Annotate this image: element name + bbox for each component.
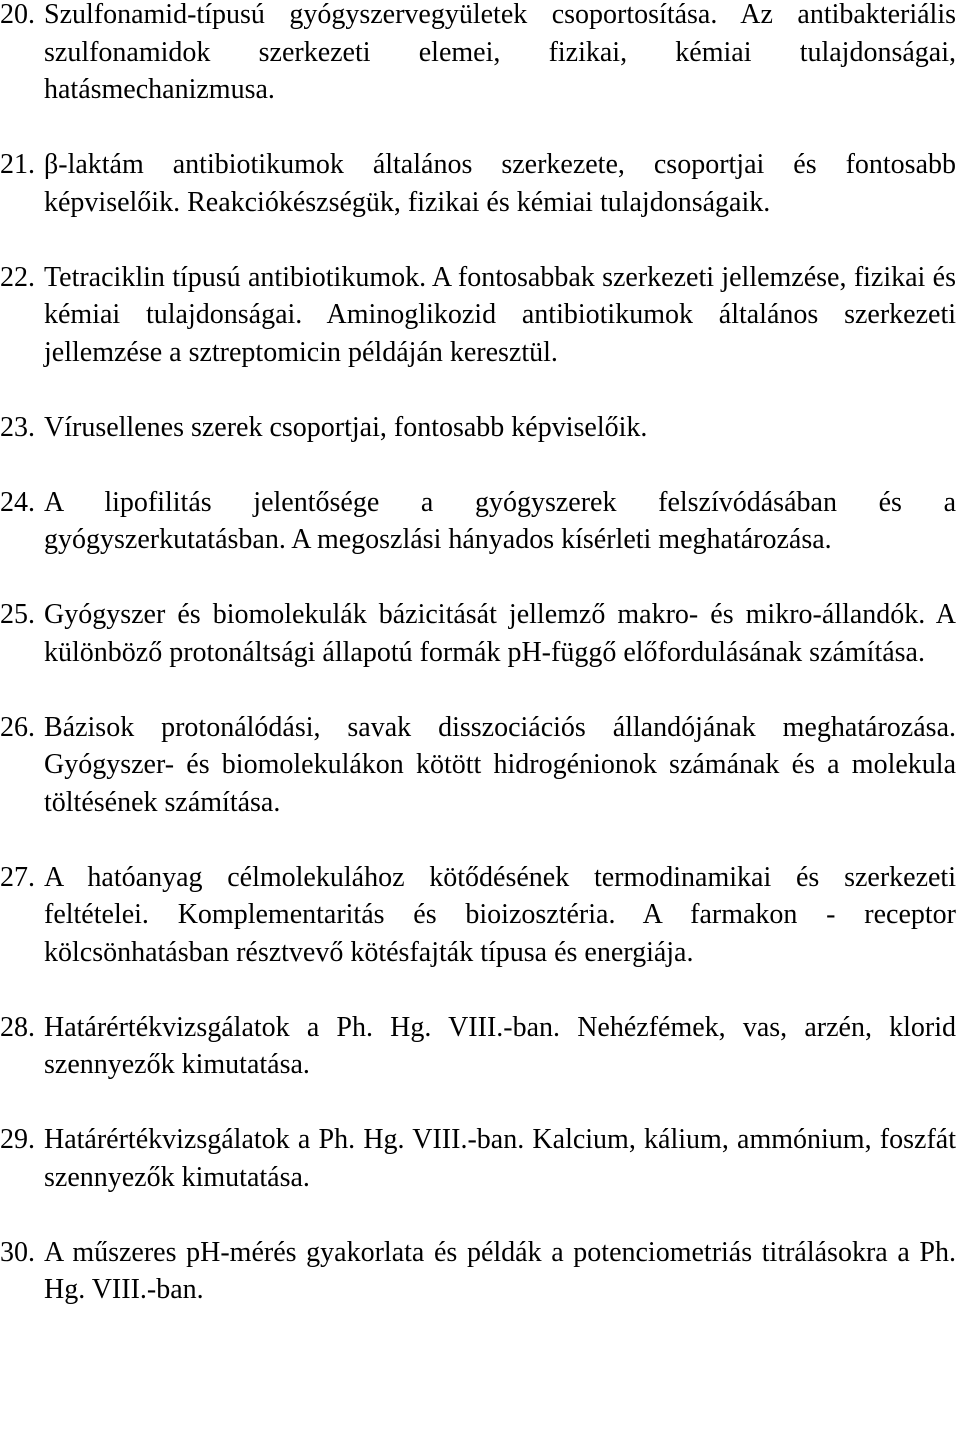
item-number: 23. (0, 411, 35, 443)
list-item (0, 259, 956, 372)
list-item (0, 0, 956, 109)
item-text: A hatóanyag célmolekulához kötődésének termodinamikai és szerkezeti feltételei. Komplementaritás és bioizosztéria. A farmakon - receptor kölcsönhatásban résztvevő kötésfajták típusa és energiája. (44, 861, 956, 968)
list-item (0, 409, 956, 447)
item-text: A műszeres pH-mérés gyakorlata és példák a potenciometriás titrálásokra a Ph. Hg. VIII.-ban. (44, 1236, 956, 1305)
item-number: 30. (0, 1236, 35, 1268)
item-text: Határértékvizsgálatok a Ph. Hg. VIII.-ban. Kalcium, kálium, ammónium, foszfát szennyezők kimutatása. (44, 1124, 956, 1193)
item-text: Szulfonamid-típusú gyógyszervegyületek csoportosítása. Az antibakteriális szulfonamidok szerkezeti elemei, fizikai, kémiai tulajdonságai, hatásmechanizmusa. (44, 0, 956, 105)
item-text: Gyógyszer és biomolekulák bázicitását jellemző makro- és mikro-állandók. A különböző protonáltsági állapotú formák pH-függő előfordulásának számítása. (44, 599, 956, 668)
list-item (0, 859, 956, 972)
item-number: 20. (0, 0, 35, 30)
list-item (0, 1009, 956, 1084)
item-number: 21. (0, 149, 35, 180)
item-number: 25. (0, 599, 35, 630)
item-number: 29. (0, 1124, 35, 1155)
list-item (0, 146, 956, 221)
list-item (0, 484, 956, 559)
list-item (0, 596, 956, 671)
item-number: 28. (0, 1011, 35, 1043)
item-text: Bázisok protonálódási, savak disszociációs állandójának meghatározása. Gyógyszer- és biomolekulákon kötött hidrogénionok számának és a molekula töltésének számítása. (44, 711, 956, 818)
item-number: 22. (0, 261, 35, 293)
item-number: 24. (0, 486, 35, 518)
item-text: Határértékvizsgálatok a Ph. Hg. VIII.-ban. Nehézfémek, vas, arzén, klorid szennyezők kimutatása. (44, 1011, 956, 1080)
item-number: 26. (0, 711, 35, 743)
item-number: 27. (0, 861, 35, 893)
item-text: A lipofilitás jelentősége a gyógyszerek felszívódásában és a gyógyszerkutatásban. A megoszlási hányados kísérleti meghatározása. (44, 486, 956, 555)
list-item (0, 1121, 956, 1196)
list-item (0, 1234, 956, 1309)
item-text: Tetraciklin típusú antibiotikumok. A fontosabbak szerkezeti jellemzése, fizikai és kémiai tulajdonságai. Aminoglikozid antibiotikumok általános szerkezeti jellemzése a sztreptomicin példáján keresztül. (44, 261, 956, 368)
list-item (0, 709, 956, 822)
item-text: Vírusellenes szerek csoportjai, fontosabb képviselőik. (44, 411, 648, 443)
item-text: β-laktám antibiotikumok általános szerkezete, csoportjai és fontosabb képviselőik. Reakciókészségük, fizikai és kémiai tulajdonságaik. (44, 149, 956, 218)
